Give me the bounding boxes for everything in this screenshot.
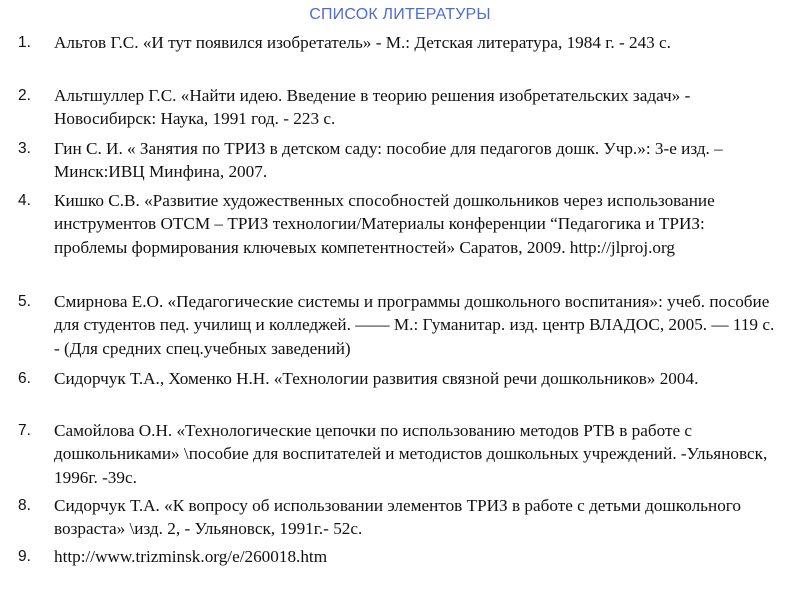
reference-item-7 (18, 419, 778, 489)
reference-item-8 (18, 494, 778, 541)
reference-text: Альтов Г.С. «И тут появился изобретатель» - М.: Детская литература, 1984 г. - 243 с. (54, 33, 671, 52)
reference-text: Гин С. И. « Занятия по ТРИЗ в детском саду: пособие для педагогов дошк. Учр.»: 3-е изд. – Минск:ИВЦ Минфина, 2007. (54, 139, 723, 182)
reference-text: Сидорчук Т.А., Хоменко Н.Н. «Технологии развития связной речи дошкольников» 2004. (54, 369, 699, 388)
page-title: СПИСОК ЛИТЕРАТУРЫ (309, 6, 491, 23)
reference-item-2 (18, 84, 778, 131)
reference-text: http://www.trizminsk.org/e/260018.htm (54, 547, 328, 566)
reference-item-1 (18, 31, 778, 54)
reference-text: Альтшуллер Г.С. «Найти идею. Введение в теорию решения изобретательских задач» - Новосибирск: Наука, 1991 год. - 223 с. (54, 86, 691, 129)
reference-item-6 (18, 367, 778, 390)
reference-item-4 (18, 189, 778, 259)
reference-number: 1. (18, 34, 31, 51)
reference-number: 2. (18, 87, 31, 104)
reference-item-3 (18, 137, 778, 184)
reference-number: 7. (18, 422, 31, 439)
reference-number: 8. (18, 497, 31, 514)
reference-number: 4. (18, 192, 31, 209)
reference-number: 3. (18, 140, 31, 157)
reference-text: Кишко С.В. «Развитие художественных способностей дошкольников через использование инструментов ОТСМ – ТРИЗ технологии/Материалы конференции “Педагогика и ТРИЗ: проблемы формирования ключевых компетентностей» Саратов, 2009. http://jlproj.org (54, 191, 715, 257)
reference-item-9 (18, 545, 778, 568)
reference-item-5 (18, 290, 778, 360)
reference-number: 5. (18, 293, 31, 310)
reference-text: Смирнова Е.О. «Педагогические системы и программы дошкольного воспитания»: учеб. пособие для студентов пед. училищ и колледжей. —— М.: Гуманитар. изд. центр ВЛАДОС, 2005. — 119 с. - (Для средних спец.учебных заведений) (54, 292, 775, 358)
reference-text: Сидорчук Т.А. «К вопросу об использовании элементов ТРИЗ в работе с детьми дошкольного возраста» \изд. 2, - Ульяновск, 1991г.- 52с. (54, 496, 742, 539)
reference-number: 6. (18, 370, 31, 387)
reference-text: Самойлова О.Н. «Технологические цепочки по использованию методов РТВ в работе с дошкольниками» \пособие для воспитателей и методистов дошкольных учреждений. -Ульяновск, 1996г. -39с. (54, 421, 768, 487)
reference-number: 9. (18, 548, 31, 565)
